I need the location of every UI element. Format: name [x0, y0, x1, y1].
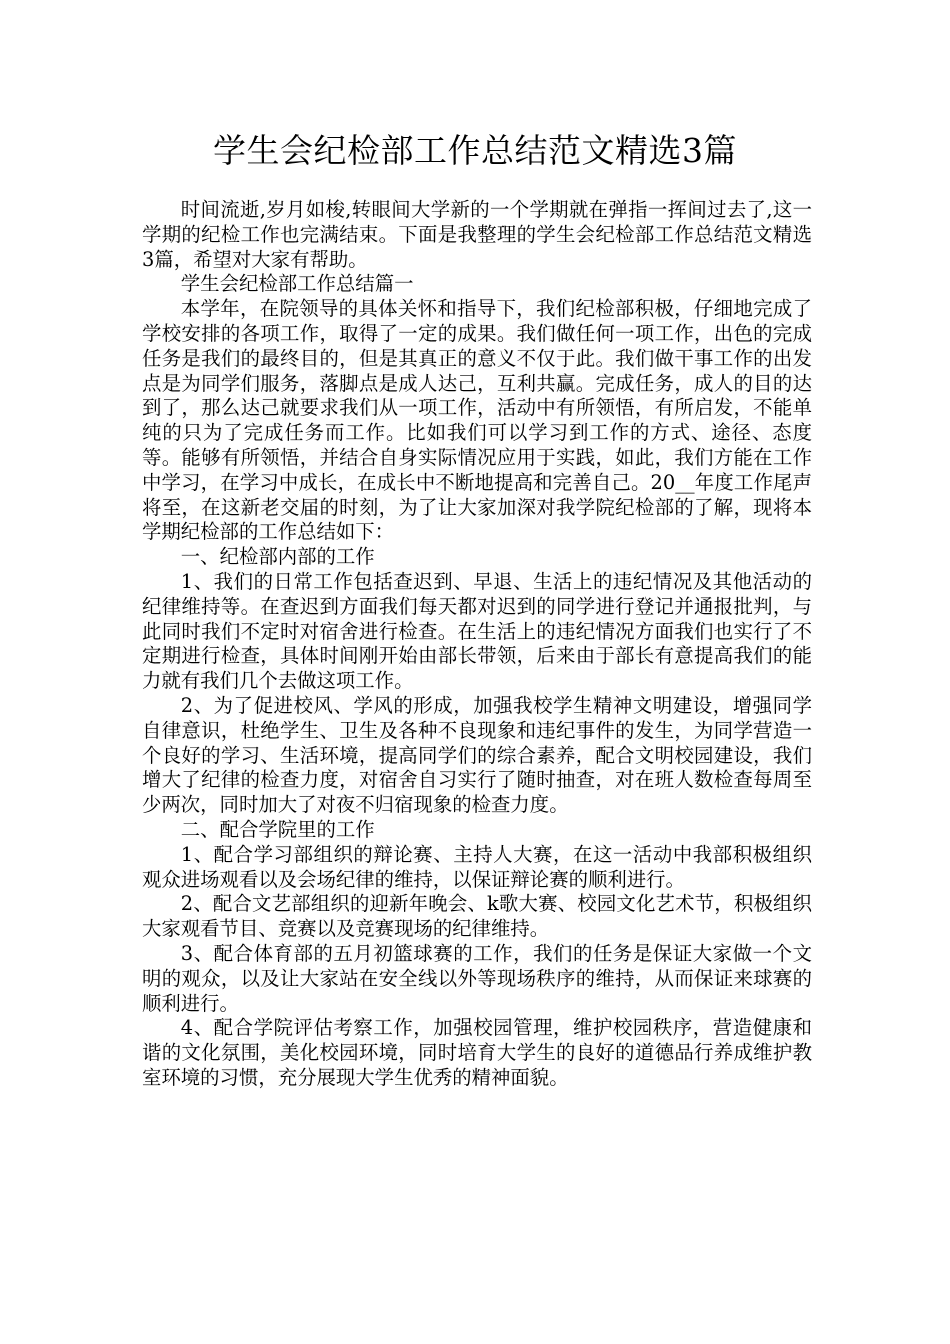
- body-paragraph: 3、配合体育部的五月初篮球赛的工作，我们的任务是保证大家做一个文明的观众，以及让大家站在安全线以外等现场秩序的维持，从而保证来球赛的顺利进行。: [142, 941, 812, 1015]
- body-paragraph: 1、我们的日常工作包括查迟到、早退、生活上的违纪情况及其他活动的纪律维持等。在查迟到方面我们每天都对迟到的同学进行登记并通报批判，与此同时我们不定时对宿舍进行检查。在生活上的违纪情况方面我们也实行了不定期进行检查，具体时间刚开始由部长带领，后来由于部长有意提高我们的能力就有我们几个去做这项工作。: [142, 569, 812, 693]
- intro-paragraph: 时间流逝,岁月如梭,转眼间大学新的一个学期就在弹指一挥间过去了,这一学期的纪检工作也完满结束。下面是我整理的学生会纪检部工作总结范文精选3篇，希望对大家有帮助。: [142, 198, 812, 271]
- body-paragraph: 4、配合学院评估考察工作，加强校园管理，维护校园秩序，营造健康和谐的文化氛围，美化校园环境，同时培育大学生的良好的道德品行养成维护教室环境的习惯，充分展现大学生优秀的精神面貌。: [142, 1016, 812, 1089]
- body-paragraph: 1、配合学习部组织的辩论赛、主持人大赛，在这一活动中我部积极组织观众进场观看以及会场纪律的维持，以保证辩论赛的顺利进行。: [142, 842, 812, 891]
- section-heading: 二、配合学院里的工作: [180, 817, 375, 841]
- document-title: 学生会纪检部工作总结范文精选3篇: [213, 131, 737, 170]
- body-paragraph: 2、配合文艺部组织的迎新年晚会、k歌大赛、校园文化艺术节，积极组织大家观看节目、竞赛以及竞赛现场的纪律维持。: [142, 892, 812, 941]
- body-paragraph: 本学年，在院领导的具体关怀和指导下，我们纪检部积极，仔细地完成了学校安排的各项工作，取得了一定的成果。我们做任何一项工作，出色的完成任务是我们的最终目的，但是其真正的意义不仅于此。我们做干事工作的出发点是为同学们服务，落脚点是成人达己，互利共赢。完成任务，成人的目的达到了，那么达己就要求我们从一项工作，活动中有所领悟，有所启发，不能单纯的只为了完成任务而工作。比如我们可以学习到工作的方式、途径、态度等。能够有所领悟，并结合自身实际情况应用于实践，如此，我们方能在工作中学习，在学习中成长，在成长中不断地提高和完善自己。20__年度工作尾声将至，在这新老交届的时刻，为了让大家加深对我学院纪检部的了解，现将本学期纪检部的工作总结如下：: [142, 297, 812, 544]
- document-body: [142, 198, 812, 1091]
- section-heading: 学生会纪检部工作总结篇一: [180, 272, 414, 296]
- body-paragraph: 2、为了促进校风、学风的形成，加强我校学生精神文明建设，增强同学自律意识，杜绝学生、卫生及各种不良现象和违纪事件的发生，为同学营造一个良好的学习、生活环境，提高同学们的综合素养，配合文明校园建设，我们增大了纪律的检查力度，对宿舍自习实行了随时抽查，对在班人数检查每周至少两次，同时加大了对夜不归宿现象的检查力度。: [142, 693, 812, 817]
- section-heading: 一、纪检部内部的工作: [180, 545, 375, 569]
